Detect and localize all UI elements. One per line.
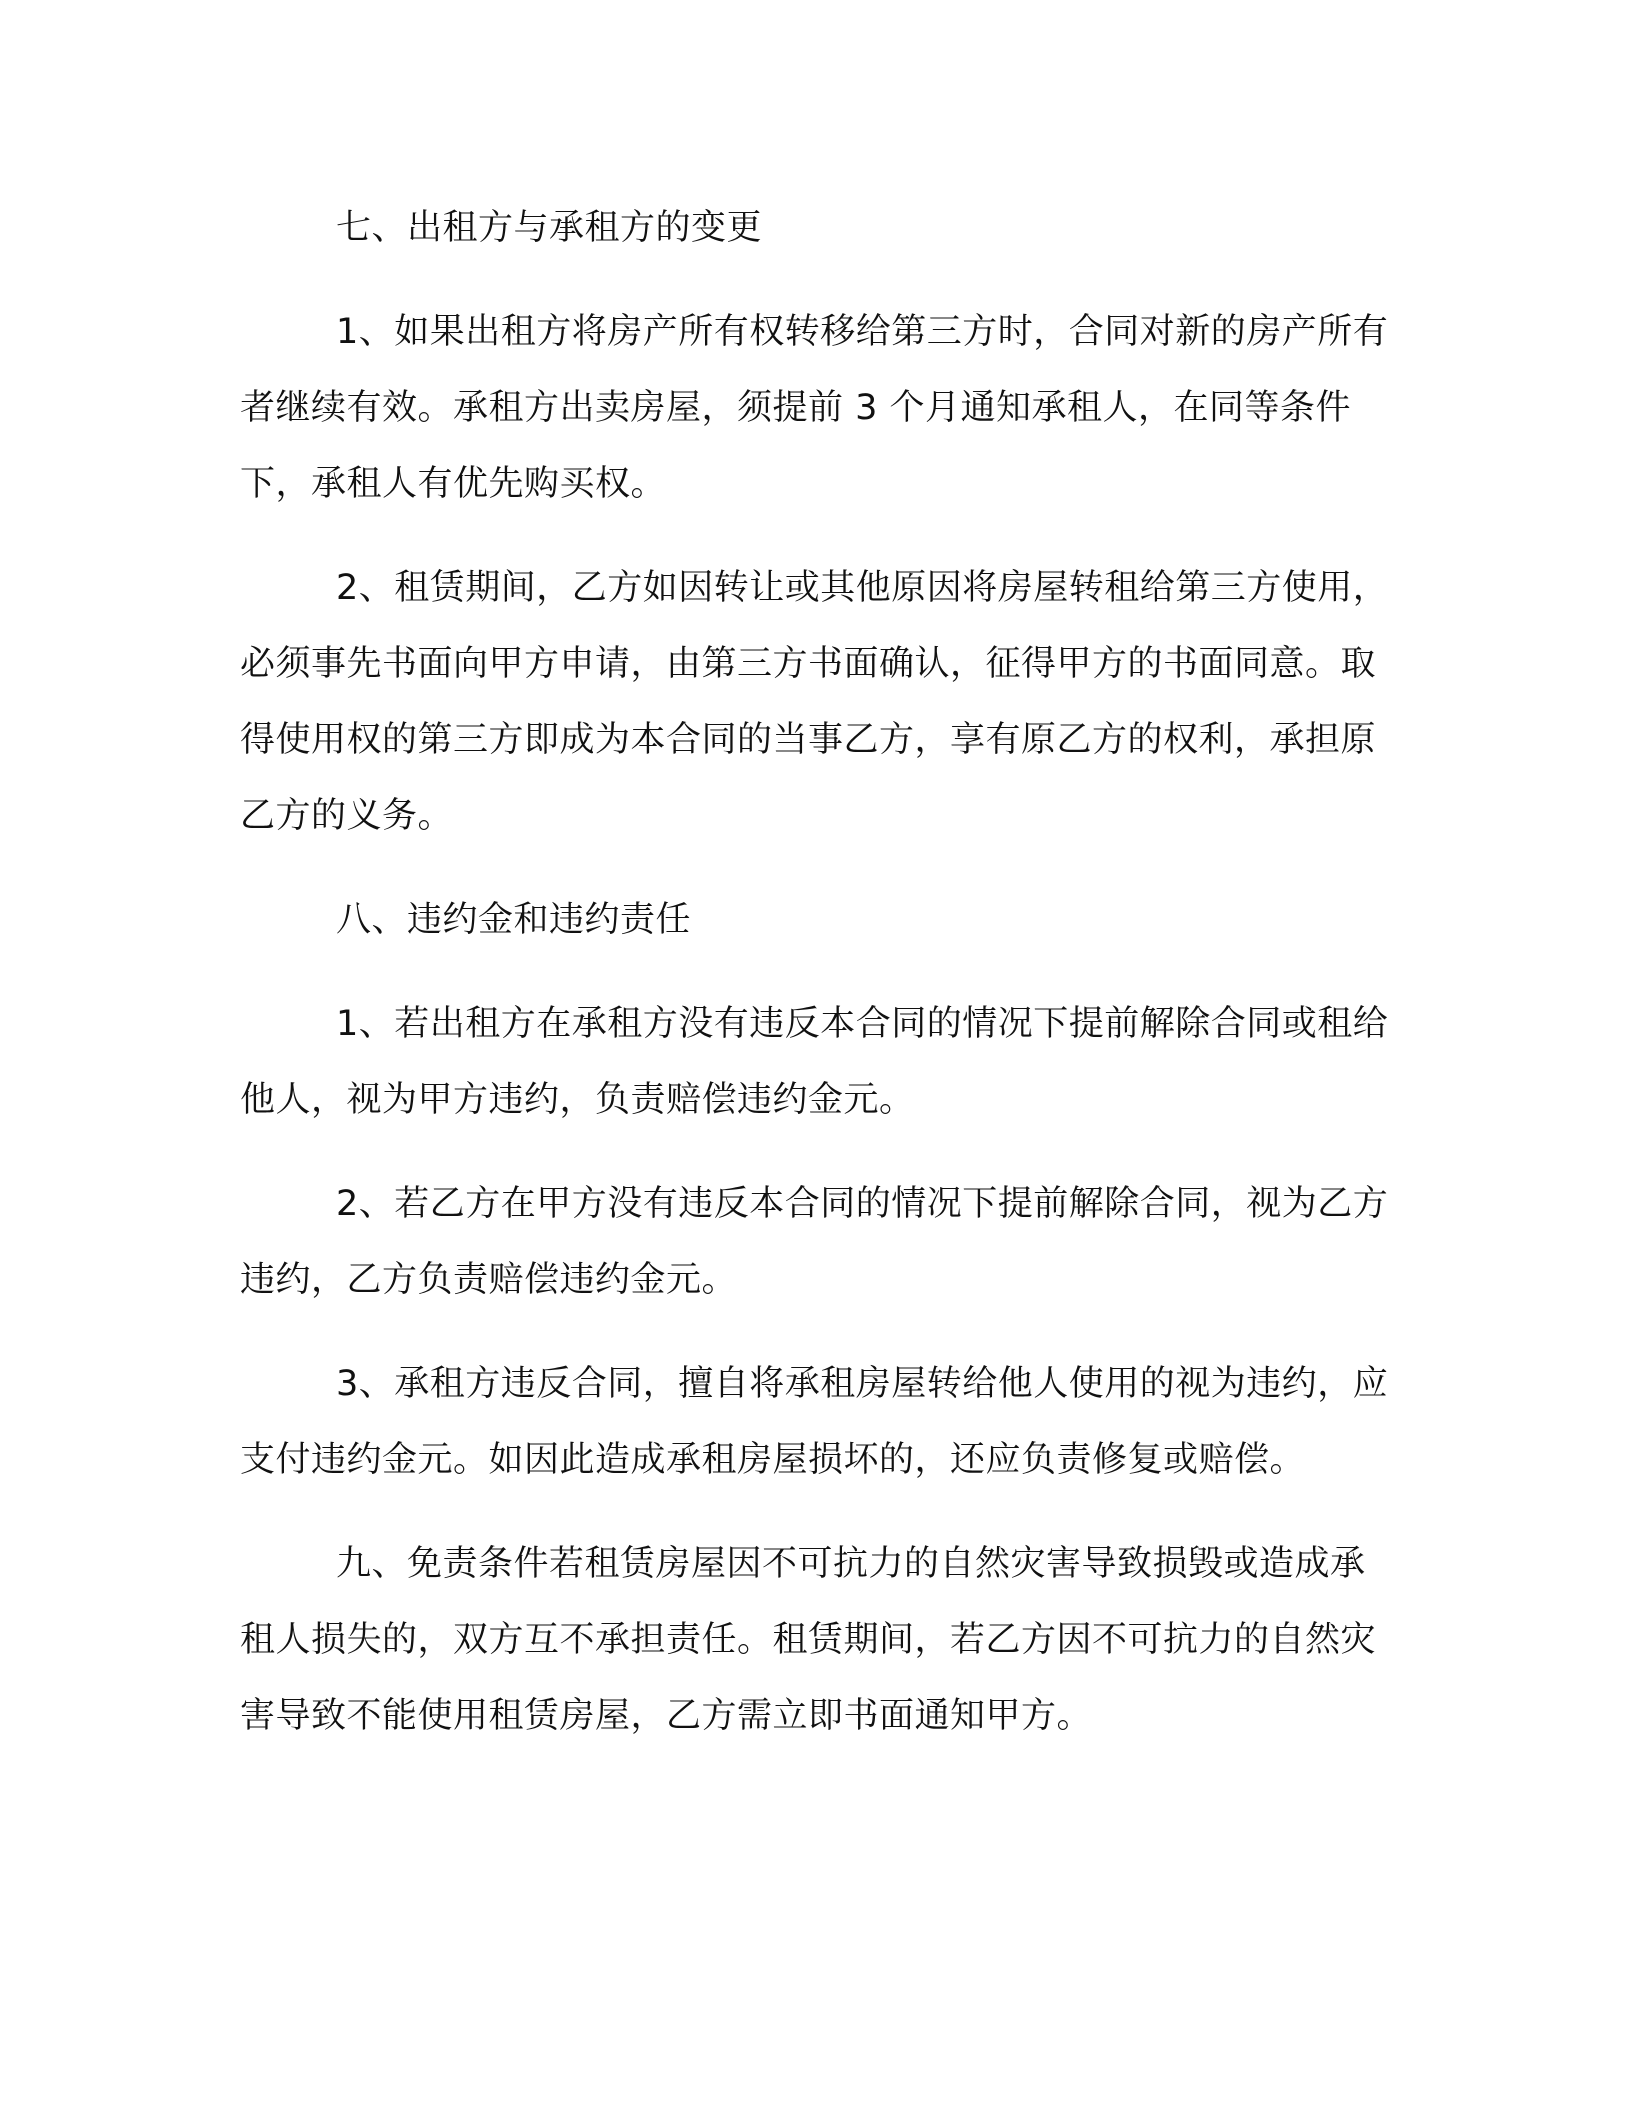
paragraph-8-1: 1、若出租方在承租方没有违反本合同的情况下提前解除合同或租给他人，视为甲方违约，负责赔偿违约金元。	[240, 1004, 1389, 1120]
paragraph-7-1: 1、如果出租方将房产所有权转移给第三方时，合同对新的房产所有者继续有效。承租方出卖房屋，须提前 3 个月通知承租人，在同等条件下，承租人有优先购买权。	[240, 312, 1389, 504]
section-heading-7: 七、出租方与承租方的变更	[336, 208, 763, 248]
section-9-paragraph: 九、免责条件若租赁房屋因不可抗力的自然灾害导致损毁或造成承租人损失的，双方互不承担责任。租赁期间，若乙方因不可抗力的自然灾害导致不能使用租赁房屋，乙方需立即书面通知甲方。	[240, 1544, 1377, 1736]
paragraph-7-2: 2、租赁期间，乙方如因转让或其他原因将房屋转租给第三方使用，必须事先书面向甲方申请，由第三方书面确认，征得甲方的书面同意。取得使用权的第三方即成为本合同的当事乙方，享有原乙方的权利，承担原乙方的义务。	[240, 568, 1389, 836]
document-body	[240, 190, 1400, 1754]
section-heading-8: 八、违约金和违约责任	[336, 900, 692, 940]
paragraph-8-3: 3、承租方违反合同，擅自将承租房屋转给他人使用的视为违约，应支付违约金元。如因此造成承租房屋损坏的，还应负责修复或赔偿。	[240, 1364, 1389, 1480]
paragraph-8-2: 2、若乙方在甲方没有违反本合同的情况下提前解除合同，视为乙方违约，乙方负责赔偿违约金元。	[240, 1184, 1389, 1300]
